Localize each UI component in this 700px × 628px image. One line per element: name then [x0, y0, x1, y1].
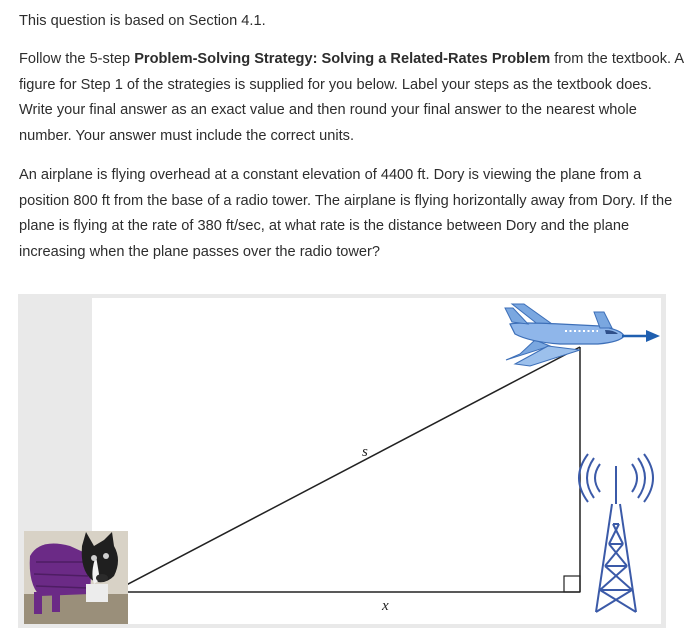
related-rates-figure — [0, 294, 700, 628]
dog-photo — [24, 531, 128, 624]
instructions-before: Follow the 5-step — [19, 51, 135, 67]
instructions-after: from the textbook. A figure for Step 1 of the strategies is supplied for you below. Label your steps as the textbook does. Write your final answer as an exact value and then round your final answer to the nearest whole number. Your answer must include the correct units. — [19, 51, 684, 144]
label-x: x — [382, 598, 389, 614]
figure-canvas — [92, 298, 661, 624]
instructions-paragraph — [19, 47, 689, 149]
section-note: This question is based on Section 4.1. — [19, 13, 266, 29]
problem-paragraph: An airplane is flying overhead at a constant elevation of 4400 ft. Dory is viewing the plane from a position 800 ft from the base of a radio tower. The airplane is flying horizontally away from Dory. If the plane is flying at the rate of 380 ft/sec, at what rate is the distance between Dory and the plane increasing when the plane passes over the radio tower? — [19, 167, 673, 260]
strategy-title: Problem-Solving Strategy: Solving a Related-Rates Problem — [134, 51, 551, 67]
label-s: s — [362, 444, 368, 460]
